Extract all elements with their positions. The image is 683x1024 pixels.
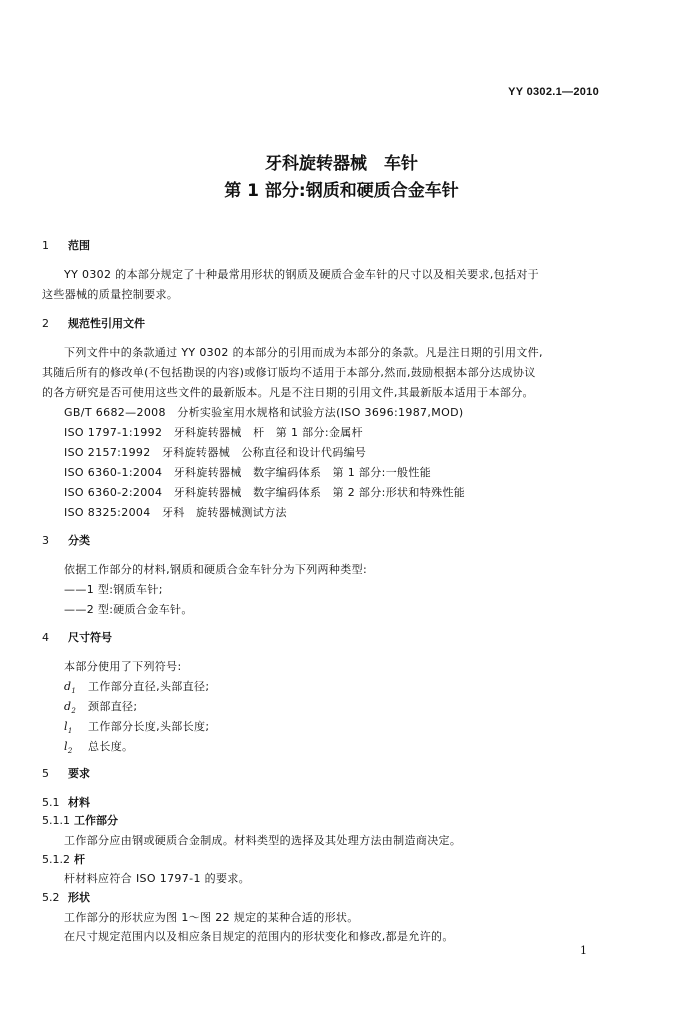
symbol-description: 工作部分直径,头部直径;	[88, 680, 210, 693]
section-number: 5.2	[42, 891, 60, 904]
paragraph: 工作部分应由钢或硬质合金制成。材料类型的选择及其处理方法由制造商决定。	[64, 834, 462, 847]
section-3-heading	[42, 532, 90, 548]
reference-item: ISO 1797-1:1992 牙科旋转器械 杆 第 1 部分:金属杆	[64, 426, 363, 439]
list-item: ——1 型:钢质车针;	[64, 583, 163, 596]
section-number: 5.1.2	[42, 853, 70, 866]
section-title: 要求	[68, 767, 90, 780]
section-title: 分类	[68, 534, 90, 547]
section-2-heading	[42, 315, 145, 331]
section-number: 4	[42, 631, 49, 644]
reference-item: ISO 6360-1:2004 牙科旋转器械 数字编码体系 第 1 部分:一般性能	[64, 466, 432, 479]
section-number: 3	[42, 534, 49, 547]
section-4-heading	[42, 629, 112, 645]
paragraph: 的各方研究是否可使用这些文件的最新版本。凡是不注日期的引用文件,其最新版本适用于本部分。	[42, 386, 534, 399]
section-title: 杆	[74, 853, 85, 866]
page-number: 1	[580, 944, 587, 957]
section-number: 1	[42, 239, 49, 252]
paragraph: 本部分使用了下列符号:	[64, 660, 182, 673]
paragraph: 杆材料应符合 ISO 1797-1 的要求。	[64, 872, 251, 885]
symbol-item	[64, 678, 209, 695]
paragraph: 下列文件中的条款通过 YY 0302 的本部分的引用而成为本部分的条款。凡是注日期的引用文件,	[64, 346, 543, 359]
reference-item: ISO 2157:1992 牙科旋转器械 公称直径和设计代码编号	[64, 446, 367, 459]
symbol-item	[64, 718, 209, 735]
paragraph: 工作部分的形状应为图 1～图 22 规定的某种合适的形状。	[64, 911, 359, 924]
symbol-description: 颈部直径;	[88, 700, 138, 713]
list-item: ——2 型:硬质合金车针。	[64, 603, 193, 616]
section-title: 规范性引用文件	[68, 317, 145, 330]
paragraph: 这些器械的质量控制要求。	[42, 288, 179, 301]
section-5-1-1-heading	[42, 812, 118, 828]
section-number: 2	[42, 317, 49, 330]
section-5-1-2-heading	[42, 851, 85, 867]
section-5-2-heading	[42, 889, 90, 905]
reference-item: GB/T 6682—2008 分析实验室用水规格和试验方法(ISO 3696:1987,MOD)	[64, 406, 464, 419]
section-number: 5	[42, 767, 49, 780]
symbol: $d_2$	[64, 700, 77, 716]
section-1-heading	[42, 237, 90, 253]
symbol-description: 工作部分长度,头部长度;	[88, 720, 210, 733]
section-title: 工作部分	[74, 814, 118, 827]
section-number: 5.1	[42, 796, 60, 809]
section-title: 范围	[68, 239, 90, 252]
symbol: $d_1$	[64, 680, 77, 696]
paragraph: YY 0302 的本部分规定了十种最常用形状的钢质及硬质合金车针的尺寸以及相关要求,包括对于	[64, 268, 540, 281]
reference-item: ISO 6360-2:2004 牙科旋转器械 数字编码体系 第 2 部分:形状和特殊性能	[64, 486, 466, 499]
symbol: $l_1$	[64, 720, 73, 736]
title-line-1: 牙科旋转器械 车针	[265, 154, 418, 174]
paragraph: 在尺寸规定范围内以及相应条目规定的范围内的形状变化和修改,都是允许的。	[64, 930, 454, 943]
symbol-item	[64, 738, 133, 755]
section-5-heading	[42, 765, 90, 781]
title-line-2: 第 1 部分:钢质和硬质合金车针	[224, 181, 459, 201]
section-title: 形状	[68, 891, 90, 904]
section-title: 尺寸符号	[68, 631, 112, 644]
symbol: $l_2$	[64, 740, 73, 756]
section-5-1-heading	[42, 794, 90, 810]
document-code: YY 0302.1—2010	[508, 86, 599, 98]
symbol-item	[64, 698, 137, 715]
section-number: 5.1.1	[42, 814, 70, 827]
paragraph: 其随后所有的修改单(不包括勘误的内容)或修订版均不适用于本部分,然而,鼓励根据本部分达成协议	[42, 366, 536, 379]
section-title: 材料	[68, 796, 90, 809]
reference-item: ISO 8325:2004 牙科 旋转器械测试方法	[64, 506, 287, 519]
paragraph: 依据工作部分的材料,钢质和硬质合金车针分为下列两种类型:	[64, 563, 368, 576]
symbol-description: 总长度。	[88, 740, 134, 753]
